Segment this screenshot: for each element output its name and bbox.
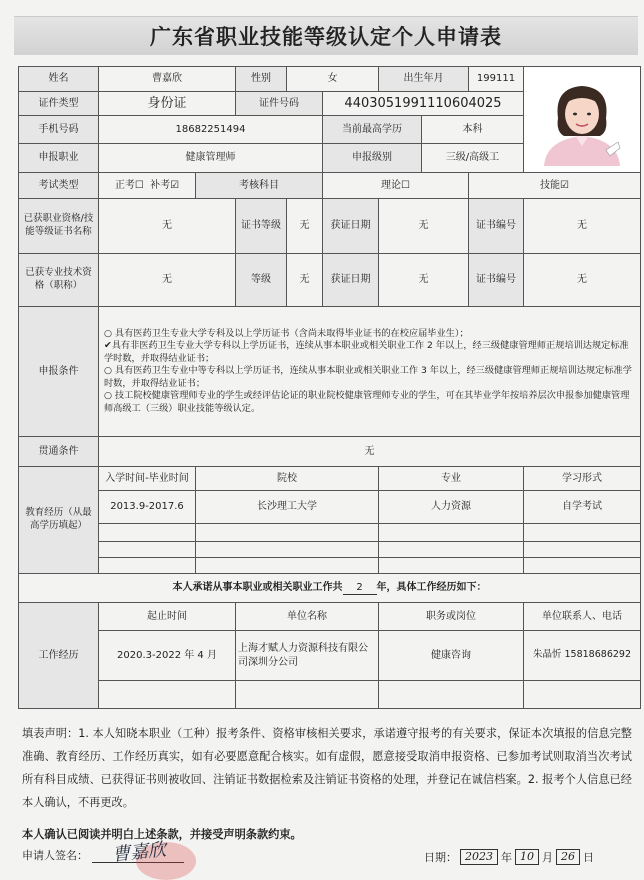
work-cell — [379, 681, 524, 709]
education-cell — [99, 542, 196, 558]
education-cell: 2013.9-2017.6 — [99, 491, 196, 524]
education-cell: 自学考试 — [524, 491, 641, 524]
work-cell: 朱晶忻 15818686292 — [524, 631, 641, 681]
work-commitment — [19, 574, 641, 603]
qual2-date-value: 无 — [379, 254, 469, 307]
gender-value: 女 — [287, 67, 379, 92]
date-year: 2023 — [460, 849, 498, 865]
condition-item-checked: ✔具有非医药卫生专业大学专科以上学历证书，连续从事本职业或相关职业工作 2 年以上，经三级健康管理师正规培训达规定标准学时数，并取得结业证书； — [104, 340, 629, 364]
education-header: 院校 — [196, 467, 379, 491]
work-cell: 健康咨询 — [379, 631, 524, 681]
education-cell — [379, 558, 524, 574]
birth-label: 出生年月 — [379, 67, 469, 92]
handwritten-signature: 曹嘉欣 — [111, 839, 168, 866]
commitment-years: 2 — [343, 581, 377, 596]
level-label: 申报级别 — [323, 144, 422, 173]
qual1-level-label: 证书等级 — [236, 199, 287, 254]
id-no-label: 证件号码 — [236, 92, 323, 116]
exam-normal-option: 正考☐ — [114, 179, 144, 191]
education-cell — [99, 524, 196, 542]
education-cell — [524, 524, 641, 542]
qual2-no-label: 证书编号 — [469, 254, 524, 307]
subject-label: 考核科目 — [196, 173, 323, 199]
qual1-level-value: 无 — [287, 199, 323, 254]
education-cell — [196, 542, 379, 558]
qual2-level-value: 无 — [287, 254, 323, 307]
date-year-unit: 年 — [501, 851, 512, 864]
level-value: 三级/高级工 — [422, 144, 524, 173]
id-type-value: 身份证 — [99, 92, 236, 116]
work-header: 起止时间 — [99, 603, 236, 631]
name-value: 曹嘉欣 — [99, 67, 236, 92]
occupation-value: 健康管理师 — [99, 144, 323, 173]
condition-item: ○ 具有医药卫生专业中等专科以上学历证书，连续从事本职业或相关职业工作 3 年以上，经三级健康管理师正规培训达规定标准学时数，并取得结业证书； — [104, 365, 632, 389]
date-month: 10 — [515, 849, 539, 865]
education-history-label: 教育经历（从最高学历填起） — [19, 467, 99, 574]
signature-label: 申请人签名： — [22, 849, 88, 862]
exam-retake-option: 补考☑ — [150, 179, 180, 191]
education-header: 专业 — [379, 467, 524, 491]
conditions-label: 申报条件 — [19, 307, 99, 437]
work-cell — [524, 681, 641, 709]
application-table — [18, 66, 641, 709]
education-cell — [379, 524, 524, 542]
subject-skill-option: 技能☑ — [469, 173, 641, 199]
qual2-level-label: 等级 — [236, 254, 287, 307]
qual1-no-label: 证书编号 — [469, 199, 524, 254]
education-cell — [524, 542, 641, 558]
date-row — [424, 849, 594, 865]
qual2-label: 已获专业技术资格（职称） — [19, 254, 99, 307]
date-label: 日期： — [424, 851, 457, 864]
exam-type-label: 考试类型 — [19, 173, 99, 199]
qual1-date-label: 获证日期 — [323, 199, 379, 254]
condition-item: ○ 技工院校健康管理师专业的学生或经评估论证的职业院校健康管理师专业的学生，可在其毕业学年按培养层次申报参加健康管理师高级工（三级）职业技能等级认定。 — [104, 390, 630, 414]
commitment-prefix: 本人承诺从事本职业或相关职业工作共 — [172, 581, 343, 593]
qual2-name-value: 无 — [99, 254, 236, 307]
work-header: 单位名称 — [236, 603, 379, 631]
work-cell: 上海才赋人力资源科技有限公司深圳分公司 — [236, 631, 379, 681]
declaration-text: 填表声明：1. 本人知晓本职业（工种）报考条件、资格审核相关要求，承诺遵守报考的有关要求，保证本次填报的信息完整准确、教育经历、工作经历真实，如有必要愿意配合核实。如有虚假，愿意接受取消申报资格、已参加考试则取消当次考试所有科目成绩、已获得证书则被收回、注销证书数据检索及注销证书资格的处理，并登记在诚信档案。2. 报考个人信息已经本人确认，不再更改。 — [22, 727, 632, 809]
date-day-unit: 日 — [583, 851, 594, 864]
work-cell — [99, 681, 236, 709]
occupation-label: 申报职业 — [19, 144, 99, 173]
work-cell: 2020.3-2022 年 4 月 — [99, 631, 236, 681]
form-title: 广东省职业技能等级认定个人申请表 — [14, 16, 638, 55]
qual2-date-label: 获证日期 — [323, 254, 379, 307]
education-header: 入学时间-毕业时间 — [99, 467, 196, 491]
through-label: 贯通条件 — [19, 437, 99, 467]
commitment-suffix: 年，具体工作经历如下： — [376, 581, 487, 593]
work-header: 单位联系人、电话 — [524, 603, 641, 631]
qual1-name-value: 无 — [99, 199, 236, 254]
id-type-label: 证件类型 — [19, 92, 99, 116]
qual1-date-value: 无 — [379, 199, 469, 254]
qual2-no-value: 无 — [524, 254, 641, 307]
subject-theory-option: 理论☐ — [323, 173, 469, 199]
work-cell — [236, 681, 379, 709]
phone-label: 手机号码 — [19, 116, 99, 144]
phone-value: 18682251494 — [99, 116, 323, 144]
date-month-unit: 月 — [542, 851, 553, 864]
education-cell — [196, 558, 379, 574]
education-header: 学习形式 — [524, 467, 641, 491]
education-cell — [524, 558, 641, 574]
exam-type-value — [99, 173, 196, 199]
work-history-label: 工作经历 — [19, 603, 99, 709]
birth-value: 199111 — [469, 67, 524, 92]
education-cell: 人力资源 — [379, 491, 524, 524]
education-cell — [99, 558, 196, 574]
condition-item: ○ 具有医药卫生专业大学专科及以上学历证书（含尚未取得毕业证书的在校应届毕业生）； — [104, 328, 469, 340]
confirmation-text: 本人确认已阅读并明白上述条款，并接受声明条款约束。 — [22, 828, 302, 841]
work-header: 职务或岗位 — [379, 603, 524, 631]
date-day: 26 — [556, 849, 580, 865]
name-label: 姓名 — [19, 67, 99, 92]
qual1-no-value: 无 — [524, 199, 641, 254]
education-cell — [379, 542, 524, 558]
education-cell: 长沙理工大学 — [196, 491, 379, 524]
through-value: 无 — [99, 437, 641, 467]
education-cell — [196, 524, 379, 542]
photo-cell — [524, 67, 641, 173]
conditions-list — [99, 307, 641, 437]
education-label: 当前最高学历 — [323, 116, 422, 144]
qual1-label: 已获职业资格/技能等级证书名称 — [19, 199, 99, 254]
id-no-value: 440305199111060402​5 — [323, 92, 524, 116]
education-value: 本科 — [422, 116, 524, 144]
applicant-photo — [536, 74, 628, 166]
gender-label: 性别 — [236, 67, 287, 92]
